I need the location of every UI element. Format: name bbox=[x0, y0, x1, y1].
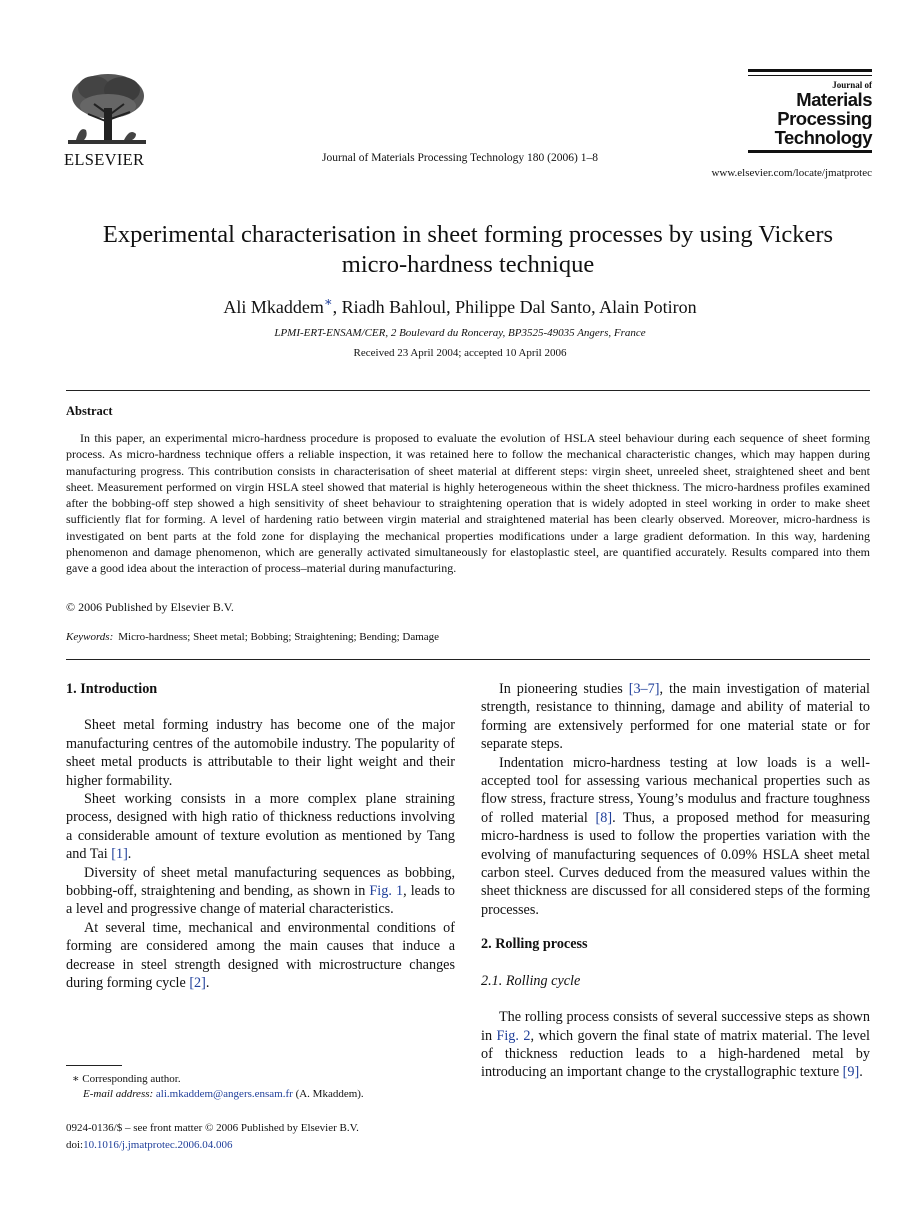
ref-3-7-link[interactable]: [3–7] bbox=[628, 681, 660, 697]
affiliation: LPMI-ERT-ENSAM/CER, 2 Boulevard du Ronceray, BP3525-49035 Angers, France bbox=[274, 327, 646, 339]
abstract-text: In this paper, an experimental micro-hardness procedure is proposed to evaluate the evolution of HSLA steel behaviour during each sequence of sheet forming process. As micro-hardness technique offers a reliable inspection, it was retained here to follow the mechanical characteristic changes, which may happen during manufacturing progress. This contribution consists in characterisation of sheet material at different steps: virgin sheet, unreeled sheet, straightened sheet and bent sheet. Measurement performed on virgin HSLA steel showed that material is highly heterogeneous within the sheet thickness. The micro-hardness profiles examined after the bobbing-off step showed a high sensitivity of sheet behaviour to straightening operation that is widely adopted in steel working in order to make sheet sufficiently flat for forming. A level of hardening ratio between virgin material and straightened material has been clearly observed. Moreover, micro-hardness is investigated on bent parts at the fold zone for displaying the mechanical properties modifications under a large gradient deformation. In this way, hardening phenomenon and damage phenomenon, which are generally activated simultaneously for elastoplastic steel, are quantified accurately. Results compared into them gave a good idea about the interaction of process–material during manufacturing. bbox=[66, 431, 870, 576]
ref-1-link[interactable]: [1] bbox=[111, 846, 128, 863]
abstract-heading: Abstract bbox=[66, 404, 113, 418]
received-dates: Received 23 April 2004; accepted 10 April 2006 bbox=[353, 347, 567, 359]
keywords bbox=[66, 631, 439, 643]
intro-paragraph-5-a: In pioneering studies bbox=[499, 681, 629, 697]
intro-paragraph-4 bbox=[66, 919, 455, 993]
journal-name-line-3: Technology bbox=[774, 127, 872, 148]
corresponding-mark-link[interactable]: ∗ bbox=[323, 294, 333, 309]
article-title: Experimental characterisation in sheet forming processes by using Vickers micro-hardness technique bbox=[102, 221, 834, 278]
rolling-paragraph-1-a: The rolling process consists of several successive steps as shown in bbox=[481, 1009, 870, 1044]
journal-masthead bbox=[748, 69, 872, 153]
abstract-copyright: © 2006 Published by Elsevier B.V. bbox=[66, 600, 234, 614]
keywords-list: Micro-hardness; Sheet metal; Bobbing; Straightening; Bending; Damage bbox=[118, 631, 440, 643]
fig-1-link[interactable]: Fig. 1 bbox=[369, 883, 404, 900]
masthead-rule-bottom bbox=[748, 150, 872, 153]
masthead-rule-top-thin bbox=[748, 75, 872, 76]
rolling-paragraph-1-b: , which govern the final state of matrix material. The level of thickness reduction leads to a high-hardened metal by introducing an important change to the crystallographic texture bbox=[481, 1027, 870, 1081]
right-column bbox=[481, 680, 870, 1082]
ref-2-link[interactable]: [2] bbox=[189, 975, 206, 992]
fig-2-link[interactable]: Fig. 2 bbox=[496, 1027, 531, 1044]
footnote-text: Corresponding author. bbox=[82, 1073, 181, 1085]
email-owner: (A. Mkaddem). bbox=[295, 1088, 364, 1100]
intro-paragraph-2 bbox=[66, 790, 455, 864]
divider-abstract-bottom bbox=[66, 659, 870, 660]
doi-link[interactable]: 10.1016/j.jmatprotec.2006.04.006 bbox=[83, 1139, 233, 1151]
ref-8-link[interactable]: [8] bbox=[595, 809, 613, 826]
email-label: E-mail address: bbox=[83, 1088, 154, 1100]
intro-paragraph-6 bbox=[481, 754, 870, 920]
intro-paragraph-3-b: , leads to a level and progressive change of material characteristics. bbox=[66, 883, 456, 918]
intro-paragraph-1: Sheet metal forming industry has become one of the major manufacturing centres of the automobile industry. The popularity of sheet metal products is attributable to their light weight and their higher formability. bbox=[66, 717, 455, 789]
section-2-heading: 2. Rolling process bbox=[481, 936, 588, 953]
elsevier-tree-icon bbox=[64, 70, 150, 148]
doi-line bbox=[66, 1137, 466, 1154]
publisher-name: ELSEVIER bbox=[64, 150, 145, 169]
intro-paragraph-2-text: Sheet working consists in a more complex plane straining process, designed with high ratio of thickness reductions involving a considerable amount of texture evolution as mentioned by Tang and Tai bbox=[66, 791, 455, 863]
journal-name-line-1: Materials bbox=[796, 89, 872, 110]
masthead-rule-top bbox=[748, 69, 872, 72]
ref-9-link[interactable]: [9] bbox=[842, 1064, 860, 1081]
author-1: Ali Mkaddem bbox=[223, 297, 324, 317]
journal-website[interactable]: www.elsevier.com/locate/jmatprotec bbox=[711, 167, 872, 179]
rolling-paragraph-1-end: . bbox=[859, 1064, 863, 1081]
intro-paragraph-3-a: Diversity of sheet metal manufacturing sequences as bobbing, bobbing-off, straightening and bending, as shown in bbox=[66, 864, 455, 900]
left-column bbox=[66, 680, 455, 993]
section-1-heading: 1. Introduction bbox=[66, 681, 158, 697]
divider-top bbox=[66, 390, 870, 391]
intro-paragraph-5 bbox=[481, 680, 870, 754]
email-link[interactable]: ali.mkaddem@angers.ensam.fr bbox=[155, 1088, 293, 1100]
journal-name-line-2: Processing bbox=[777, 108, 872, 129]
other-authors: , Riadh Bahloul, Philippe Dal Santo, Alain Potiron bbox=[332, 297, 697, 317]
doi-label: doi: bbox=[66, 1139, 84, 1151]
footnote-mark: ∗ bbox=[72, 1073, 80, 1085]
footnote-rule bbox=[66, 1065, 122, 1066]
corresponding-footnote bbox=[66, 1072, 466, 1102]
intro-paragraph-2-end: . bbox=[127, 846, 132, 863]
rolling-paragraph-1 bbox=[481, 1008, 870, 1082]
intro-paragraph-6-b: . Thus, a proposed method for measuring micro-hardness is used to follow the properties variation with the evolving of manufacturing sequences of 0.09% HSLA sheet metal carbon steel. Curves deduced from the measured values within the sheet thickness are discussed for all considered steps of the forming processes. bbox=[481, 809, 871, 918]
section-2-1-heading: 2.1. Rolling cycle bbox=[481, 972, 581, 989]
issn-line: 0924-0136/$ – see front matter © 2006 Published by Elsevier B.V. bbox=[66, 1122, 359, 1134]
front-matter-info bbox=[66, 1120, 466, 1154]
intro-paragraph-6-a: Indentation micro-hardness testing at low loads is a well-accepted tool for assessing various mechanical properties such as flow stress, fracture stress, Young’s modulus and fracture toughness of rolled material bbox=[481, 754, 870, 826]
intro-paragraph-4-end: . bbox=[205, 975, 210, 992]
intro-paragraph-5-b: , the main investigation of material strength, resistance to thinning, damage and ability of material to forming are extensively performed for one material state or for separate steps. bbox=[481, 681, 870, 753]
intro-paragraph-4-text: At several time, mechanical and environmental conditions of forming are considered among the main causes that induce a decrease in steel strength designed with microstructure changes during forming cycle bbox=[66, 919, 455, 992]
journal-of-label: Journal of bbox=[832, 80, 872, 90]
intro-paragraph-3 bbox=[66, 864, 455, 919]
author-list bbox=[0, 294, 920, 318]
keywords-label: Keywords: bbox=[66, 631, 114, 643]
journal-citation: Journal of Materials Processing Technology 180 (2006) 1–8 bbox=[322, 152, 598, 164]
